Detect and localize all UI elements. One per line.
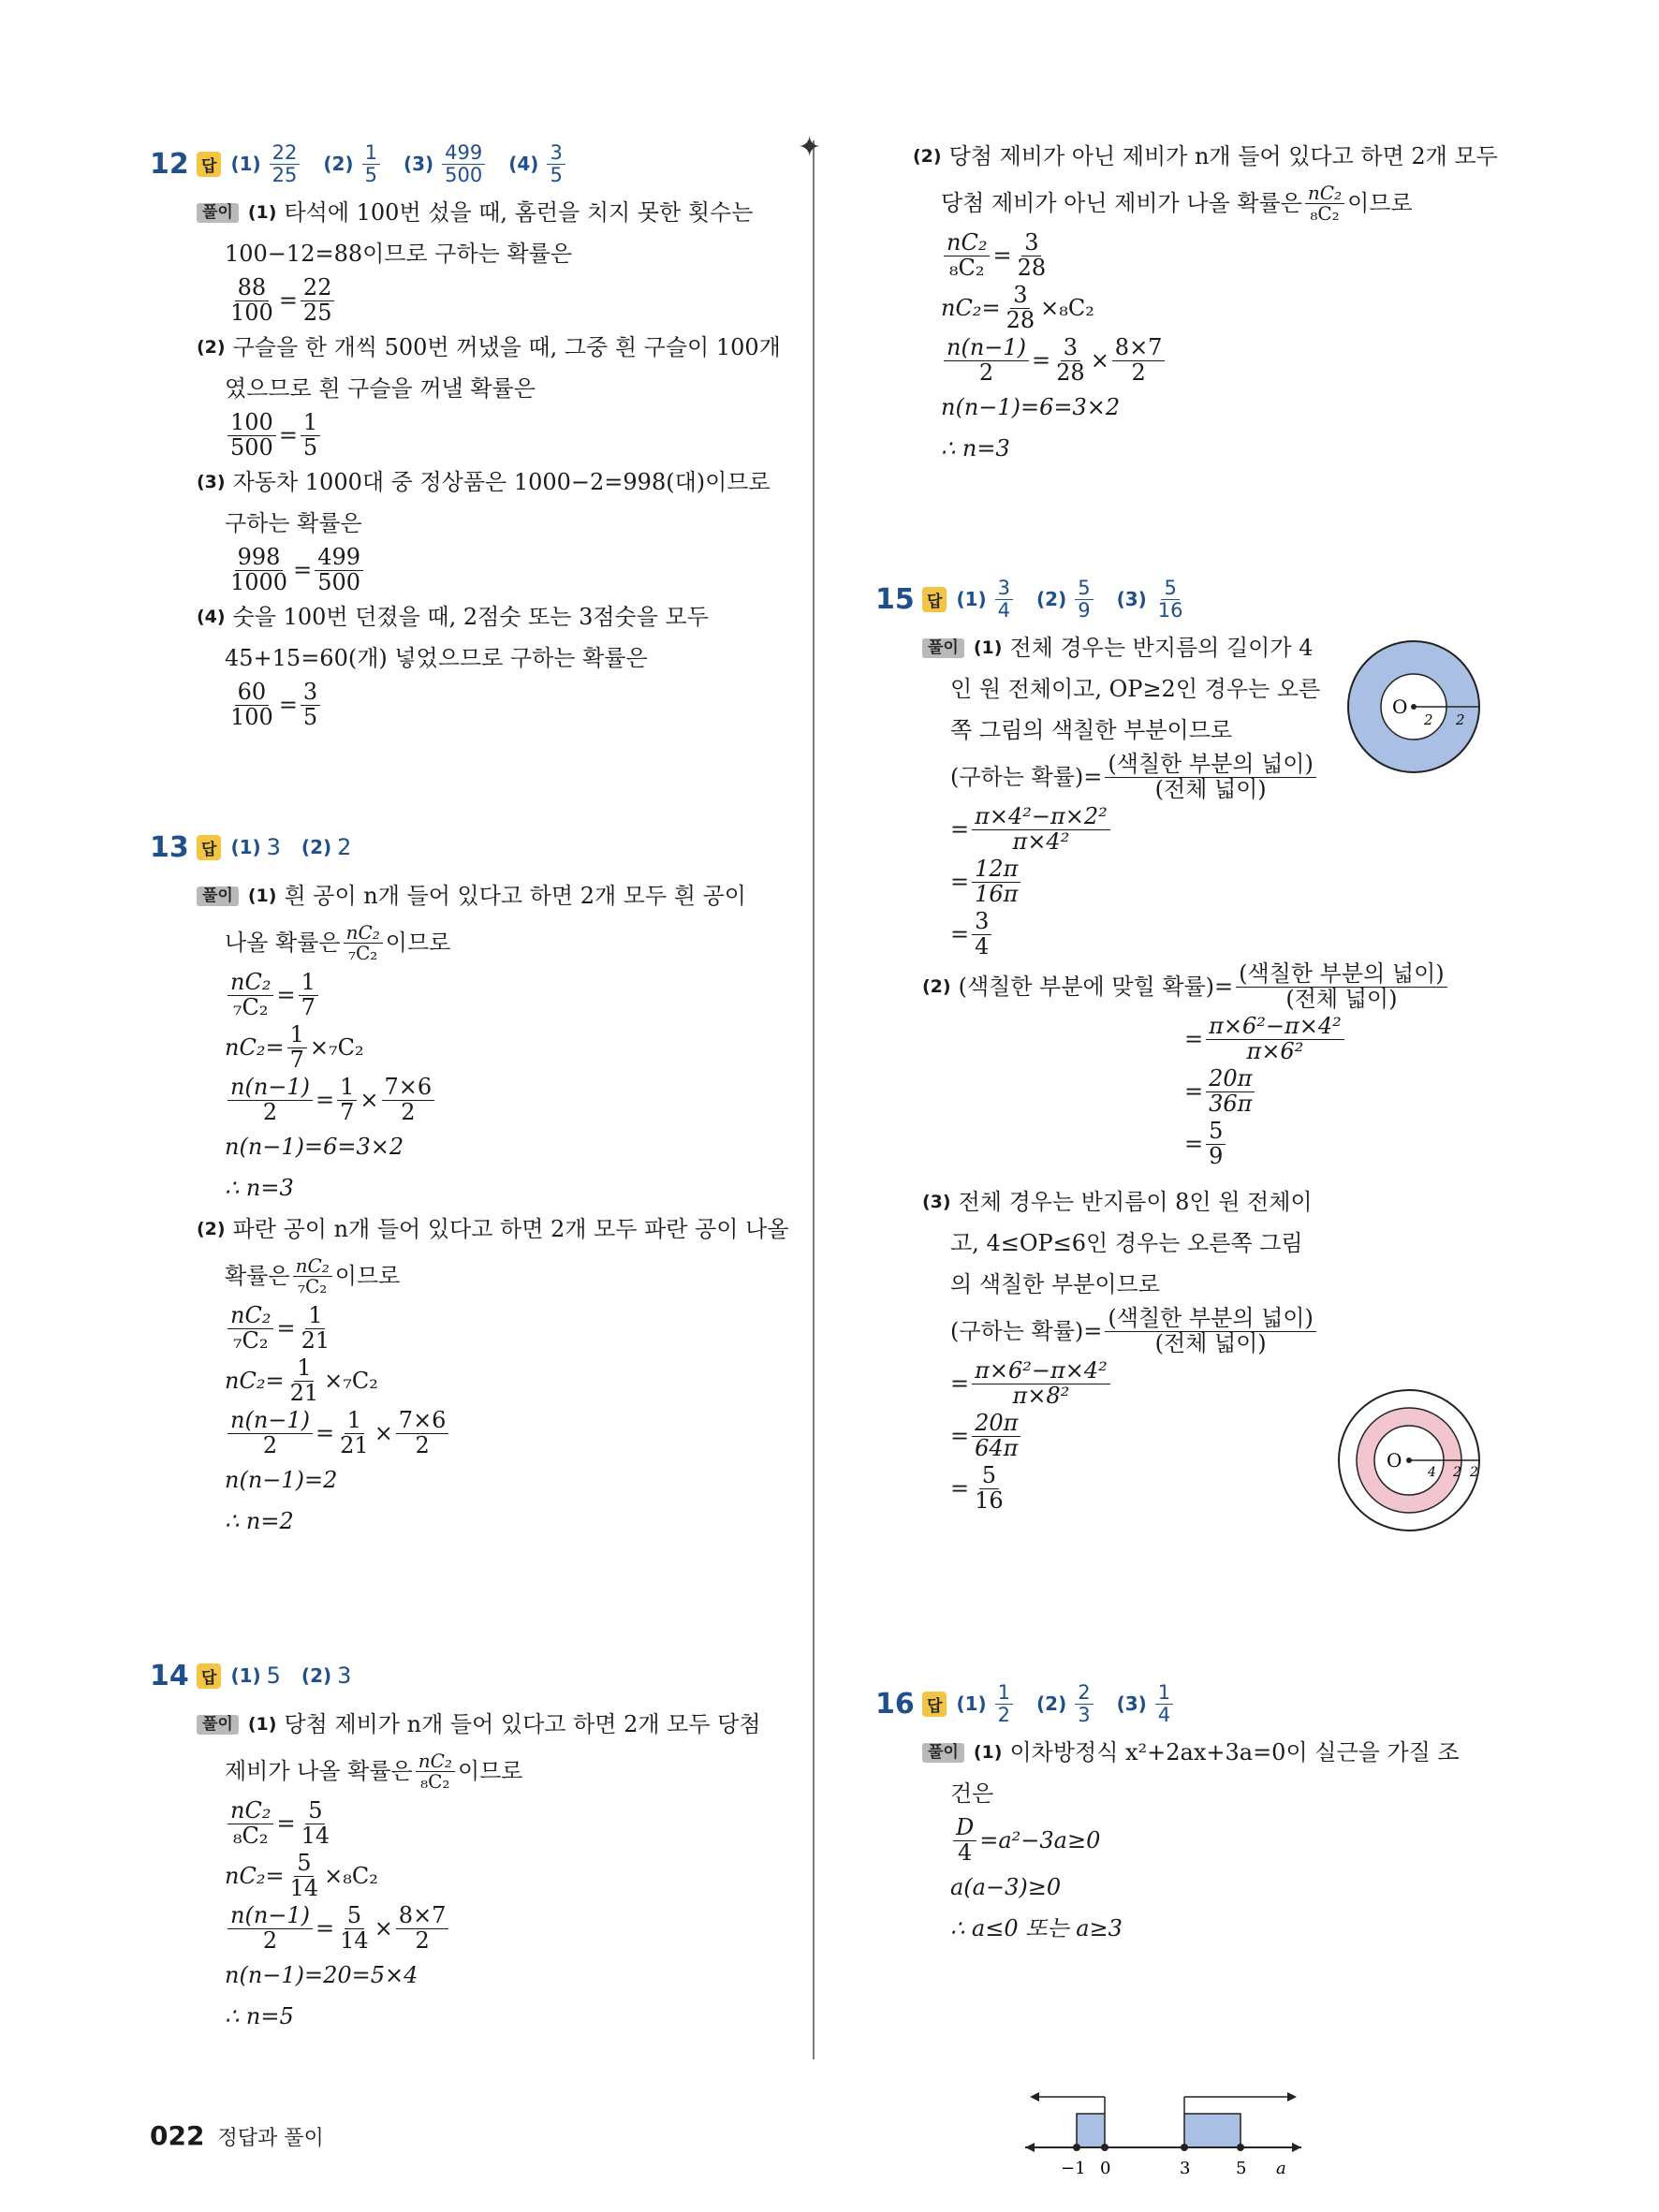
equation: (구하는 확률)= $\frac{\text{(색칠한 부분의 넓이)}}{\text{(전체 넓이)}}$ — [922, 1305, 1493, 1357]
answer-item: (3) $\frac{1}{4}$ — [1117, 1682, 1177, 1724]
page-number: 022 — [150, 2120, 205, 2151]
tick-label: −1 — [1061, 2159, 1086, 2178]
answer-item: (3) $\frac{5}{16}$ — [1116, 577, 1183, 622]
equation: $\frac{D}{4}$ =a²−3a≥0 — [922, 1814, 1493, 1867]
answer-item: (2) 3 — [301, 1663, 352, 1689]
shaded-region-right — [1184, 2114, 1241, 2147]
answer-tag: 답 — [197, 1663, 221, 1689]
equation: $\frac{\text{nC₂}}{\text{₈C₂}}$ = $\frac{3}{28}$ — [913, 229, 1493, 282]
answer-item: (2) $\frac{1}{5}$ — [323, 142, 383, 184]
radius-label: 2 — [1470, 1465, 1478, 1480]
equation: (구하는 확률)= $\frac{\text{(색칠한 부분의 넓이)}}{\text{(전체 넓이)}}$ — [922, 751, 1493, 803]
answer-item: (2) $\frac{2}{3}$ — [1036, 1682, 1096, 1724]
point — [1237, 2144, 1244, 2151]
radius-label: 2 — [1456, 711, 1465, 728]
radius-label: 2 — [1424, 711, 1433, 728]
problem-number: 15 — [875, 582, 915, 616]
equation: $\frac{88}{100}$ = $\frac{22}{25}$ — [197, 274, 758, 327]
center-point — [1406, 1458, 1412, 1463]
problem-number: 14 — [150, 1659, 189, 1692]
number-line-figure — [1025, 2087, 1306, 2186]
answer-item: (1) $\frac{3}{4}$ — [956, 578, 1016, 620]
center-point — [1411, 704, 1417, 710]
solution: 풀이 (1) 전체 경우는 반지름의 길이가 4 인 원 전체이고, OP≥2인 경우는 오른 쪽 그림의 색칠한 부분이므로 (구하는 확률)= $\frac{\text{(색칠한 부분의 넓이)}}{\text{(전체 넓이)}}$ = $\frac{\text{π×4²−π×2²}}{\text{π×4²}}$ = $\frac{12\pi}{16\pi}$ = $\frac{3}{4}$ (2) (색칠한 부분에 맞힐 확률)= $\frac{\text{(색칠한 부분의 넓이)}}{\text{(전체 넓이)}}$ = $\frac{\text{π×6²−π×4²}}{\text{π×6²}}$ = $\frac{20\pi}{36\pi}$ = $\frac{5}{9}$ (3) 전체 경우는 반지름이 8인 원 전체이 고, 4≤OP≤6인 경우는 오른쪽 그림 의 색칠한 부분이므로 (구하는 확률)= $\frac{\text{(색칠한 부분의 넓이)}}{\text{(전체 넓이)}}$ = $\frac{\text{π×6²−π×4²}}{\text{π×8²}}$ = $\frac{20\pi}{64\pi}$ = $\frac{5}{16}$ — [922, 627, 1493, 1515]
problem-13 — [150, 819, 789, 1542]
answer-item: (4) $\frac{3}{5}$ — [508, 142, 568, 184]
equation: = $\frac{20\pi}{36\pi}$ — [922, 1065, 1493, 1118]
problem-14-continued — [875, 136, 1498, 469]
answer-item: (1) $\frac{22}{25}$ — [230, 142, 302, 184]
equation: = $\frac{5}{9}$ — [922, 1118, 1493, 1170]
equation: $\frac{\text{nC₂}}{\text{₇C₂}}$ = $\frac{1}{7}$ — [197, 969, 758, 1021]
solution-tag: 풀이 — [197, 203, 239, 223]
tick-label: 0 — [1100, 2159, 1111, 2178]
answer-line — [875, 1676, 1493, 1732]
solution: (2) 당첨 제비가 아닌 제비가 n개 들어 있다고 하면 2개 모두 당첨 제비가 아닌 제비가 나올 확률은 $\frac{\text{nC₂}}{\text{₈C₂}}$ 이므로 $\frac{\text{nC₂}}{\text{₈C₂}}$ = $\frac{3}{28}$ nC₂= $\frac{3}{28}$ ×₈C₂ $\frac{n(n-1)}{2}$ = $\frac{3}{28}$ × $\frac{8\times 7}{2}$ n(n−1)=6=3×2 ∴ n=3 — [913, 143, 1498, 461]
axis-arrow-icon — [1292, 2143, 1301, 2152]
answer-line — [875, 571, 1493, 627]
answer-item: (3) $\frac{499}{500}$ — [404, 142, 488, 184]
annulus-figure — [1343, 637, 1484, 777]
answer-line — [150, 819, 758, 875]
problem-15 — [875, 571, 1493, 1515]
equation: = $\frac{5}{16}$ — [950, 1462, 1004, 1514]
center-label: O — [1392, 696, 1408, 718]
answer-item: (2) $\frac{5}{9}$ — [1036, 578, 1096, 620]
answer-line — [150, 136, 758, 192]
point — [1073, 2144, 1080, 2151]
equation: = $\frac{12\pi}{16\pi}$ — [922, 856, 1493, 908]
equation: (2) (색칠한 부분에 맞힐 확률)= $\frac{\text{(색칠한 부분의 넓이)}}{\text{(전체 넓이)}}$ — [922, 960, 1493, 1013]
axis-label: a — [1276, 2159, 1286, 2178]
shaded-region-left — [1077, 2114, 1105, 2147]
equation: = $\frac{\text{π×6²−π×4²}}{\text{π×8²}}$ — [922, 1357, 1493, 1410]
problem-12 — [150, 136, 781, 731]
answer-tag: 답 — [922, 587, 947, 612]
point — [1181, 2144, 1188, 2151]
tick-label: 3 — [1180, 2159, 1191, 2178]
equation: $\frac{n(n-1)}{2}$ = $\frac{1}{21}$ × $\frac{7\times 6}{2}$ — [197, 1407, 758, 1459]
divider-ornament-icon: ✦ — [798, 131, 822, 164]
page-footer — [150, 2120, 324, 2151]
solution: 풀이 (1) 당첨 제비가 n개 들어 있다고 하면 2개 모두 당첨 제비가 나올 확률은 $\frac{\text{nC₂}}{\text{₈C₂}}$ 이므로 $\frac{\text{nC₂}}{\text{₈C₂}}$ = $\frac{5}{14}$ nC₂= $\frac{5}{14}$ ×₈C₂ $\frac{n(n-1)}{2}$ = $\frac{5}{14}$ × $\frac{8\times 7}{2}$ n(n−1)=20=5×4 ∴ n=5 — [197, 1704, 758, 2037]
equation: $\frac{60}{100}$ = $\frac{3}{5}$ — [197, 679, 758, 731]
arrow-icon — [1030, 2092, 1039, 2102]
equation: = $\frac{3}{4}$ — [922, 908, 1493, 960]
radius-label: 2 — [1453, 1465, 1461, 1480]
answer-tag: 답 — [197, 152, 221, 177]
problem-number: 12 — [150, 147, 189, 181]
problem-14 — [150, 1648, 761, 2037]
equation: $\frac{\text{nC₂}}{\text{₈C₂}}$ = $\frac{5}{14}$ — [197, 1797, 758, 1850]
solution: 풀이 (1) 이차방정식 x²+2ax+3a=0이 실근을 가질 조 건은 $\frac{D}{4}$ =a²−3a≥0 a(a−3)≥0 ∴ a≤0 또는 a≥3 — [922, 1732, 1493, 1949]
solution: 풀이 (1) 타석에 100번 섰을 때, 홈런을 치지 못한 횟수는 100−12=88이므로 구하는 확률은 $\frac{88}{100}$ = $\frac{22}{25}$ (2) 구슬을 한 개씩 500번 꺼냈을 때, 그중 흰 구슬이 100개 였으므로 흰 구슬을 꺼낼 확률은 $\frac{100}{500}$ = $\frac{1}{5}$ (3) 자동차 1000대 중 정상품은 1000−2=998(대)이므로 구하는 확률은 $\frac{998}{1000}$ = $\frac{499}{500}$ (4) 숫을 100번 던졌을 때, 2점숫 또는 3점숫을 모두 45+15=60(개) 넣었으므로 구하는 확률은 $\frac{60}{100}$ = $\frac{3}{5}$ — [197, 199, 781, 730]
answer-item: (1) $\frac{1}{2}$ — [956, 1682, 1016, 1724]
equation: $\frac{100}{500}$ = $\frac{1}{5}$ — [197, 409, 758, 461]
answer-line — [150, 1648, 758, 1704]
solution-tag: 풀이 — [197, 886, 239, 906]
answer-tag: 답 — [922, 1692, 947, 1717]
point — [1101, 2144, 1108, 2151]
radius-label: 4 — [1428, 1465, 1436, 1480]
answer-item: (2) 2 — [301, 834, 352, 860]
equation: nC₂= $\frac{1}{21}$ ×₇C₂ — [225, 1355, 378, 1406]
problem-number: 16 — [875, 1687, 915, 1721]
equation: = $\frac{\text{π×6²−π×4²}}{\text{π×6²}}$ — [922, 1013, 1493, 1065]
column-divider — [813, 140, 815, 2059]
equation: nC₂= $\frac{3}{28}$ ×₈C₂ — [941, 282, 1094, 333]
footer-label: 정답과 풀이 — [217, 2127, 324, 2150]
answer-item: (1) 3 — [230, 834, 281, 860]
equation: $\frac{n(n-1)}{2}$ = $\frac{1}{7}$ × $\frac{7\times 6}{2}$ — [197, 1074, 758, 1126]
equation: nC₂= $\frac{1}{7}$ ×₇C₂ — [225, 1021, 364, 1073]
answer-tag: 답 — [197, 835, 221, 860]
solution-tag: 풀이 — [197, 1715, 239, 1735]
tick-label: 5 — [1236, 2159, 1247, 2178]
equation: nC₂= $\frac{5}{14}$ ×₈C₂ — [225, 1850, 378, 1901]
rings-figure — [1334, 1385, 1484, 1535]
equation: $\frac{\text{nC₂}}{\text{₇C₂}}$ = $\frac{1}{21}$ — [197, 1302, 758, 1355]
axis-arrow-icon — [1025, 2143, 1035, 2152]
center-label: O — [1387, 1449, 1402, 1472]
answer-item: (1) 5 — [230, 1663, 281, 1689]
arrow-icon — [1287, 2092, 1297, 2102]
equation: = $\frac{\text{π×4²−π×2²}}{\text{π×4²}}$ — [922, 803, 1493, 856]
equation: $\frac{n(n-1)}{2}$ = $\frac{5}{14}$ × $\frac{8\times 7}{2}$ — [197, 1902, 758, 1955]
equation: $\frac{n(n-1)}{2}$ = $\frac{3}{28}$ × $\frac{8\times 7}{2}$ — [913, 334, 1493, 387]
solution-tag: 풀이 — [922, 638, 964, 658]
solution-tag: 풀이 — [922, 1743, 964, 1763]
problem-number: 13 — [150, 830, 189, 864]
equation: = $\frac{20\pi}{64\pi}$ — [922, 1410, 1493, 1462]
solution: 풀이 (1) 흰 공이 n개 들어 있다고 하면 2개 모두 흰 공이 나올 확률은 $\frac{\text{nC₂}}{\text{₇C₂}}$ 이므로 $\frac{\text{nC₂}}{\text{₇C₂}}$ = $\frac{1}{7}$ nC₂= $\frac{1}{7}$ ×₇C₂ $\frac{n(n-1)}{2}$ = $\frac{1}{7}$ × $\frac{7\times 6}{2}$ n(n−1)=6=3×2 ∴ n=3 (2) 파란 공이 n개 들어 있다고 하면 2개 모두 파란 공이 나올 확률은 $\frac{\text{nC₂}}{\text{₇C₂}}$ 이므로 $\frac{\text{nC₂}}{\text{₇C₂}}$ = $\frac{1}{21}$ nC₂= $\frac{1}{21}$ ×₇C₂ $\frac{n(n-1)}{2}$ = $\frac{1}{21}$ × $\frac{7\times 6}{2}$ n(n−1)=2 ∴ n=2 — [197, 883, 789, 1534]
problem-16 — [875, 1676, 1493, 2178]
equation: $\frac{998}{1000}$ = $\frac{499}{500}$ — [197, 544, 758, 596]
